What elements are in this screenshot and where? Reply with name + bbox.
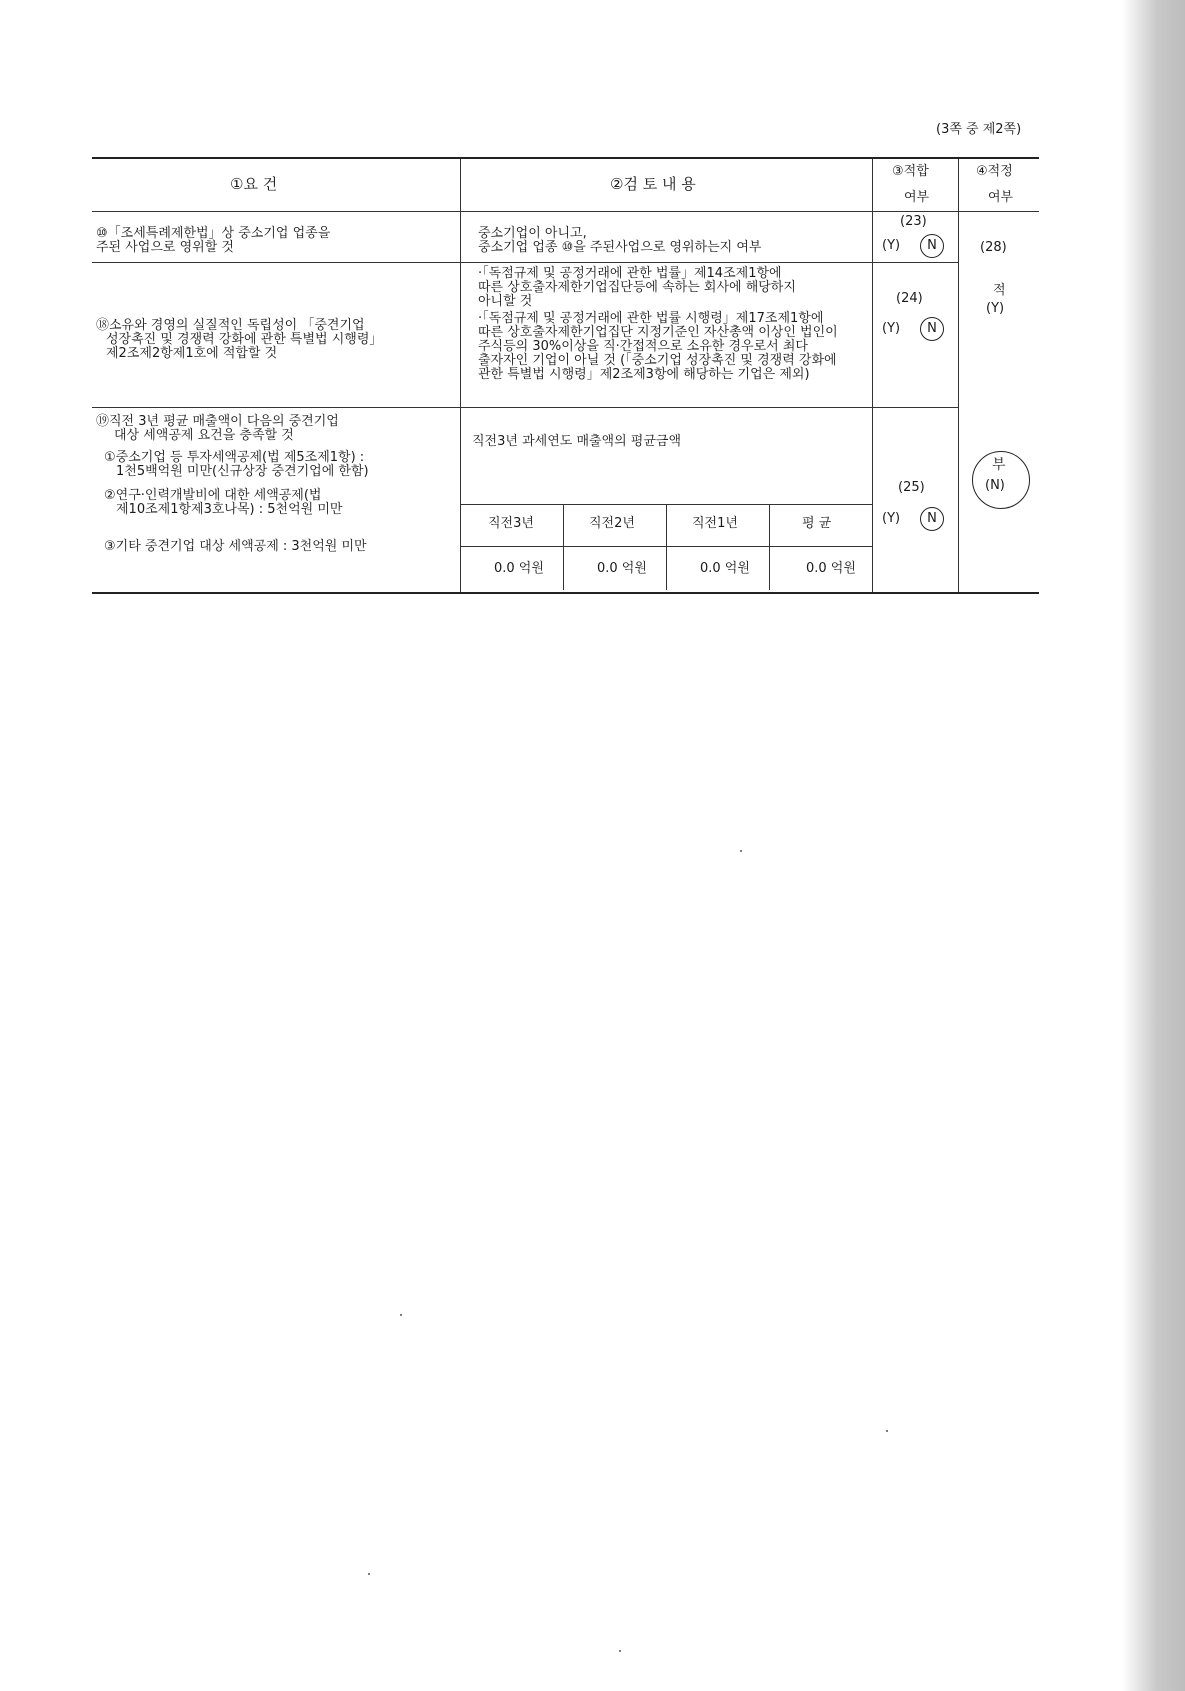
row3-code: (25) xyxy=(898,480,925,495)
scan-speck xyxy=(886,1430,888,1432)
header-requirement: ①요 건 xyxy=(230,175,278,193)
row3-y: (Y) xyxy=(882,511,901,526)
row2-code: (24) xyxy=(896,291,923,306)
scan-edge-shadow xyxy=(1122,0,1185,1691)
row3-review-title: 직전3년 과세연도 매출액의 평균금액 xyxy=(472,434,682,449)
review-table xyxy=(92,157,1039,594)
row2-requirement-line1: ⑱소유와 경영의 실질적인 독립성이 「중견기업 xyxy=(96,318,365,333)
row2-review-line5: 따른 상호출자제한기업집단 지정기준인 자산총액 이상인 법인이 xyxy=(478,325,838,340)
row2-review-line7: 출자자인 기업이 아닐 것 (「중소기업 성장촉진 및 경쟁력 강화에 xyxy=(478,353,837,368)
row1-code: (23) xyxy=(900,214,927,229)
subtable-header-1y: 직전1년 xyxy=(692,516,738,531)
scan-speck xyxy=(740,850,742,852)
row1-requirement-line1: ⑩「조세특례제한법」상 중소기업 업종을 xyxy=(96,226,331,241)
col-divider-1 xyxy=(460,159,461,592)
subtable-value-2y: 0.0 억원 xyxy=(597,561,647,576)
row1-review-line2: 중소기업 업종 ⑩을 주된사업으로 영위하는지 여부 xyxy=(478,240,762,255)
row1-divider xyxy=(92,262,958,263)
row2-requirement-line2: 성장촉진 및 경쟁력 강화에 관한 특별법 시행령」 xyxy=(106,332,383,347)
row2-review-line1: ·「독점규제 및 공정거래에 관한 법률」제14조제1항에 xyxy=(478,266,782,281)
row2-requirement-line3: 제2조제2항제1호에 적합할 것 xyxy=(106,346,278,361)
header-adequacy-sub: 여부 xyxy=(988,190,1014,205)
row3-requirement-line2: 대상 세액공제 요건을 충족할 것 xyxy=(114,428,294,443)
col-divider-3 xyxy=(958,159,959,592)
col4-code: (28) xyxy=(980,240,1007,255)
row1-review-line1: 중소기업이 아니고, xyxy=(478,226,587,241)
header-fit-label: ③적합 xyxy=(892,164,929,179)
subtable-col-2 xyxy=(666,504,667,590)
subtable-header-avg: 평 균 xyxy=(802,516,832,531)
header-adequacy-label: ④적정 xyxy=(976,164,1013,179)
header-review: ②검 토 내 용 xyxy=(610,175,696,193)
row1-y: (Y) xyxy=(882,238,901,253)
row3-item1-line2: 1천5백억원 미만(신규상장 중견기업에 한함) xyxy=(116,464,369,479)
subtable-col-3 xyxy=(769,504,770,590)
subtable-value-1y: 0.0 억원 xyxy=(700,561,750,576)
row2-y: (Y) xyxy=(882,321,901,336)
col4-circled-text: 부 xyxy=(992,457,1006,473)
subtable-col-1 xyxy=(563,504,564,590)
subtable-value-3y: 0.0 억원 xyxy=(494,561,544,576)
scan-speck xyxy=(368,1573,370,1575)
row2-review-line2: 따른 상호출자제한기업집단등에 속하는 회사에 해당하지 xyxy=(478,280,796,295)
subtable-header-3y: 직전3년 xyxy=(488,516,534,531)
subtable-header-2y: 직전2년 xyxy=(589,516,635,531)
row3-requirement-line1: ⑲직전 3년 평균 매출액이 다음의 중견기업 xyxy=(96,414,339,429)
header-divider xyxy=(92,211,1039,212)
scan-speck xyxy=(619,1650,621,1652)
row3-item2-line1: ②연구·인력개발비에 대한 세액공제(법 xyxy=(104,488,322,503)
row3-n-circled: N xyxy=(920,507,944,531)
row2-review-line3: 아니할 것 xyxy=(478,294,533,309)
row2-review-line6: 주식등의 30%이상을 직·간접적으로 소유한 경우로서 최다 xyxy=(478,339,808,354)
row1-n-circled: N xyxy=(920,234,944,258)
col4-circled-n: (N) xyxy=(985,478,1005,493)
row2-review-line4: ·「독점규제 및 공정거래에 관한 법률 시행령」제17조제1항에 xyxy=(478,311,824,326)
header-fit-sub: 여부 xyxy=(904,190,930,205)
row2-review-line8: 관한 특별법 시행령」제2조제3항에 해당하는 기업은 제외) xyxy=(478,367,810,382)
page-counter: (3쪽 중 제2쪽) xyxy=(936,122,1022,137)
row1-requirement-line2: 주된 사업으로 영위할 것 xyxy=(96,240,234,255)
row2-divider xyxy=(92,407,958,408)
row3-item3: ③기타 중견기업 대상 세액공제 : 3천억원 미만 xyxy=(104,539,367,554)
row3-item2-line2: 제10조제1항제3호나목) : 5천억원 미만 xyxy=(116,502,343,517)
scan-speck xyxy=(400,1314,402,1316)
col4-result-y: (Y) xyxy=(986,301,1005,316)
row2-n-circled: N xyxy=(920,317,944,341)
col4-result: 적 xyxy=(993,283,1006,298)
row3-item1-line1: ①중소기업 등 투자세액공제(법 제5조제1항) : xyxy=(104,450,365,465)
subtable-value-avg: 0.0 억원 xyxy=(806,561,856,576)
col-divider-2 xyxy=(872,159,873,592)
